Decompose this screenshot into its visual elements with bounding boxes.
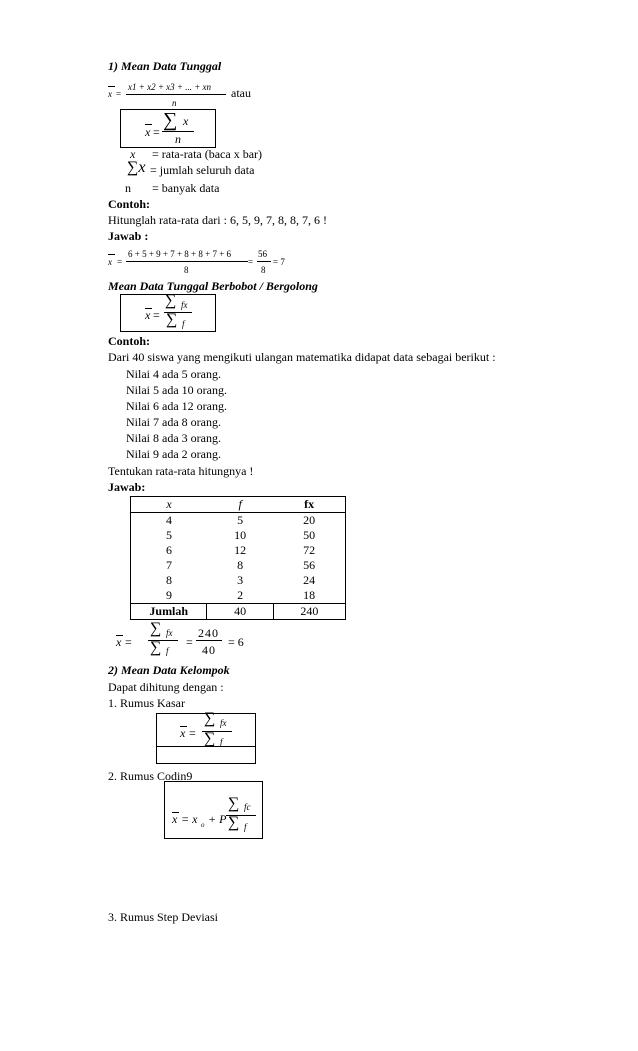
sigma-symbol: ∑ bbox=[163, 109, 178, 131]
nilai-item: Nilai 4 ada 5 orang. bbox=[126, 367, 221, 381]
xbar-symbol: x bbox=[108, 89, 112, 99]
table-total-row: Jumlah 40 240 bbox=[131, 604, 346, 620]
rumus-codin9-label: 2. Rumus Codin9 bbox=[108, 769, 193, 783]
formula-numerator: x1 + x2 + x3 + ... + xn bbox=[128, 82, 212, 92]
heading-berbobot: Mean Data Tunggal Berbobot / Bergolong bbox=[108, 279, 318, 293]
col-header-x: x bbox=[131, 497, 207, 513]
table-row: 6 12 72 bbox=[131, 543, 346, 558]
heading-mean-data-tunggal: 1) Mean Data Tunggal bbox=[108, 59, 222, 73]
nilai-item: Nilai 7 ada 8 orang. bbox=[126, 415, 221, 429]
tentukan-text: Tentukan rata-rata hitungnya ! bbox=[108, 464, 254, 478]
contoh2-label: Contoh: bbox=[108, 334, 151, 348]
table-row: 7 8 56 bbox=[131, 558, 346, 573]
table-row: 4 5 20 bbox=[131, 513, 346, 529]
col-header-fx: fx bbox=[273, 497, 345, 513]
table-row: 5 10 50 bbox=[131, 528, 346, 543]
nilai-item: Nilai 8 ada 3 orang. bbox=[126, 431, 221, 445]
table-row: 8 3 24 bbox=[131, 573, 346, 588]
table-header-row bbox=[131, 497, 346, 513]
def-sum-symbol: ∑x bbox=[127, 159, 146, 176]
contoh-label: Contoh: bbox=[108, 197, 151, 211]
table-row: 9 2 18 bbox=[131, 588, 346, 604]
frequency-table bbox=[130, 496, 346, 620]
jawab-label: Jawab : bbox=[108, 229, 149, 243]
atau-label: atau bbox=[231, 86, 251, 100]
dapat-text: Dapat dihitung dengan : bbox=[108, 680, 224, 694]
rumus-step-deviasi-label: 3. Rumus Step Deviasi bbox=[108, 910, 218, 924]
def-xbar-text: = rata-rata (baca x bar) bbox=[152, 147, 263, 161]
def-xbar-symbol: x bbox=[130, 147, 136, 161]
def-n-text: = banyak data bbox=[152, 181, 220, 195]
nilai-item: Nilai 9 ada 2 orang. bbox=[126, 447, 221, 461]
rumus-kasar-label: 1. Rumus Kasar bbox=[108, 696, 185, 710]
contoh-question: Hitunglah rata-rata dari : 6, 5, 9, 7, 8, 8, 7, 6 ! bbox=[108, 213, 327, 227]
nilai-item: Nilai 6 ada 12 orang. bbox=[126, 399, 227, 413]
contoh2-text: Dari 40 siswa yang mengikuti ulangan matematika didapat data sebagai berikut : bbox=[108, 350, 496, 364]
heading-mean-data-kelompok: 2) Mean Data Kelompok bbox=[108, 663, 230, 677]
def-n-symbol: n bbox=[125, 181, 131, 195]
nilai-item: Nilai 5 ada 10 orang. bbox=[126, 383, 227, 397]
jawab2-label: Jawab: bbox=[108, 480, 146, 494]
col-header-f: f bbox=[207, 497, 273, 513]
def-sum-text: = jumlah seluruh data bbox=[150, 163, 255, 177]
